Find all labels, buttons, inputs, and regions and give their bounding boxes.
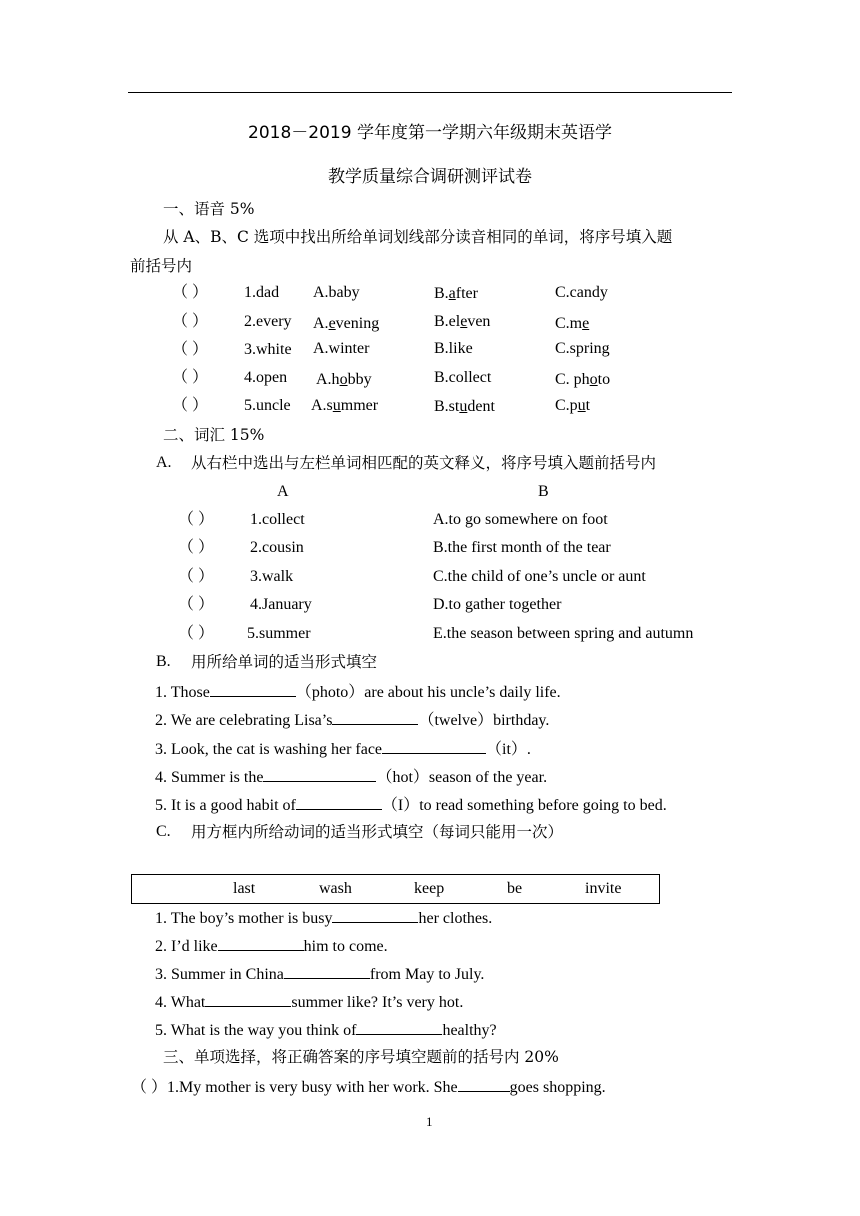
answer-paren[interactable]: （ ） [172,369,209,386]
option-b: B.like [434,340,473,357]
section1-heading: 一、语音 5% [163,200,255,218]
answer-paren[interactable]: （ ） [172,397,209,414]
page-title-line-2: 教学质量综合调研测评试卷 [328,167,532,187]
match-definition: C.the child of one’s uncle or aunt [433,568,646,585]
fill-item: 2. We are celebrating Lisa’s （twelve）birthday. [155,709,549,731]
box-word: keep [414,880,445,897]
verb-fill-item: 1. The boy’s mother is busy her clothes. [155,907,492,929]
question-word: 3.white [244,341,292,358]
answer-paren[interactable]: （ ） [172,284,209,301]
option-a: A.evening [313,315,380,332]
answer-blank[interactable] [382,738,486,754]
answer-paren[interactable]: （ ） [131,1079,168,1096]
answer-blank[interactable] [263,766,376,782]
option-b: B.eleven [434,313,491,330]
answer-paren[interactable]: （ ） [178,539,215,556]
answer-paren[interactable]: （ ） [172,341,209,358]
match-definition: A.to go somewhere on foot [433,511,608,528]
answer-blank[interactable] [332,709,418,725]
option-c: C.me [555,315,590,332]
fill-item: 5. It is a good habit of （I）to read something before going to bed. [155,794,667,816]
match-word: 5.summer [247,625,311,642]
partC-label: C. [156,823,171,840]
option-b: B.collect [434,369,492,386]
match-definition: D.to gather together [433,596,562,613]
partA-instruction: 从右栏中选出与左栏单词相匹配的英文释义，将序号填入题前括号内 [191,454,657,472]
question-word: 5.uncle [244,397,291,414]
verb-fill-item: 4. What summer like? It’s very hot. [155,991,463,1013]
box-word: wash [319,880,352,897]
partB-instruction: 用所给单词的适当形式填空 [191,653,378,671]
section1-instruction-2: 前括号内 [130,257,193,275]
box-word: last [233,880,256,897]
option-a: A.winter [313,340,370,357]
section2-heading: 二、词汇 15% [163,426,265,444]
section3-heading: 三、单项选择，将正确答案的序号填空题前的括号内 20% [163,1048,559,1066]
answer-blank[interactable] [284,963,370,979]
match-word: 3.walk [250,568,294,585]
option-c: C.spring [555,340,610,357]
match-word: 4.January [250,596,312,613]
question-word: 2.every [244,313,292,330]
choice-question-1: （ ）1.My mother is very busy with her work. She goes shopping. [131,1076,606,1098]
answer-blank[interactable] [458,1076,510,1092]
partB-label: B. [156,653,171,670]
header-rule [128,92,732,93]
answer-blank[interactable] [210,681,296,697]
column-b-header: B [538,483,549,500]
answer-blank[interactable] [356,1019,442,1035]
box-word: invite [585,880,622,897]
page-number: 1 [426,1114,433,1129]
match-word: 1.collect [250,511,305,528]
fill-item: 3. Look, the cat is washing her face （it）. [155,738,531,760]
match-word: 2.cousin [250,539,304,556]
match-definition: B.the first month of the tear [433,539,611,556]
page-title-line-1: 2018－2019 学年度第一学期六年级期末英语学 [248,123,612,143]
option-c: C. photo [555,371,611,388]
question-word: 4.open [244,369,288,386]
fill-item: 4. Summer is the （hot）season of the year. [155,766,547,788]
answer-paren[interactable]: （ ） [178,568,215,585]
partA-label: A. [156,454,172,471]
answer-blank[interactable] [218,935,304,951]
column-a-header: A [277,483,289,500]
option-b: B.after [434,285,478,302]
box-word: be [507,880,523,897]
verb-fill-item: 2. I’d like him to come. [155,935,388,957]
option-c: C.put [555,397,591,414]
answer-paren[interactable]: （ ） [178,625,215,642]
answer-paren[interactable]: （ ） [178,596,215,613]
option-a: A.hobby [316,371,372,388]
verb-fill-item: 3. Summer in China from May to July. [155,963,484,985]
option-a: A.summer [311,397,379,414]
option-a: A.baby [313,284,360,301]
option-c: C.candy [555,284,608,301]
answer-paren[interactable]: （ ） [172,313,209,330]
question-word: 1.dad [244,284,280,301]
match-definition: E.the season between spring and autumn [433,625,694,642]
verb-fill-item: 5. What is the way you think of healthy? [155,1019,497,1041]
answer-paren[interactable]: （ ） [178,511,215,528]
fill-item: 1. Those （photo）are about his uncle’s daily life. [155,681,561,703]
answer-blank[interactable] [296,794,382,810]
partC-instruction: 用方框内所给动词的适当形式填空（每词只能用一次） [191,823,564,841]
word-box [131,874,660,904]
section1-instruction-1: 从 A、B、C 选项中找出所给单词划线部分读音相同的单词，将序号填入题 [163,228,673,246]
answer-blank[interactable] [205,991,291,1007]
option-b: B.student [434,398,495,415]
answer-blank[interactable] [332,907,418,923]
